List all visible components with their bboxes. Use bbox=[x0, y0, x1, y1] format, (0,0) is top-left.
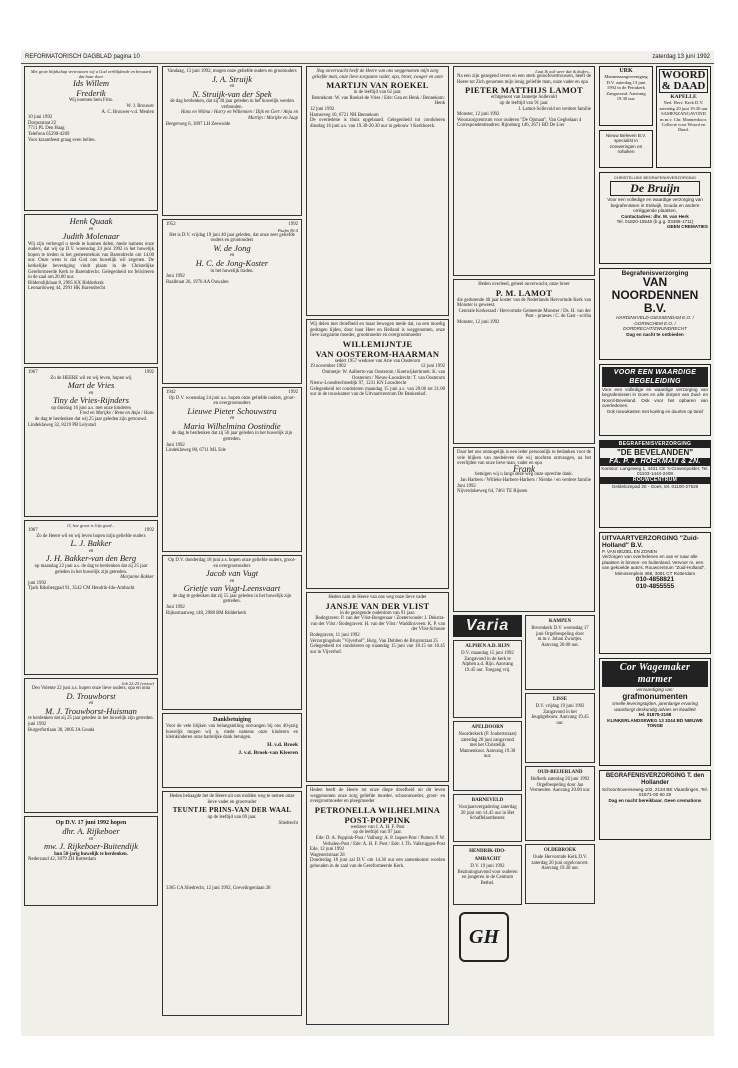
family-names: Ede: D. A. Poppink-Post / Valburg: A. P. Jaquet-Post / Putten: P. W. Verhalen-Post / Ede: A. H. F. Post / Ede: J. Th. Valkruggen-Post bbox=[315, 835, 445, 847]
deceased-name: P. M. LAMOT bbox=[495, 287, 553, 298]
deceased-age: in de gezegende ouderdom van 91 jaar. bbox=[340, 610, 415, 616]
ad-phone: Tel. 01820-15549 (b.g.g. 03486-1711) bbox=[616, 219, 694, 225]
ad-phone: tel. 01875-2198 bbox=[638, 712, 672, 718]
event-notice-6 bbox=[525, 693, 595, 763]
and-word: en bbox=[229, 253, 235, 259]
golden-anniversary-notice bbox=[24, 816, 158, 906]
notice-text: Vandaag, 13 juni 1992, mogen onze geliefde ouders en grootouders bbox=[167, 69, 297, 74]
event-place: HENDRIK-IDO-AMBACHT bbox=[469, 849, 506, 862]
notice-text: Zo de Heere wil en wij leven hopen mijn geliefde ouders bbox=[36, 533, 146, 539]
event-place: BARNEVELD bbox=[471, 798, 504, 803]
wagemaker-marmer-ad bbox=[599, 658, 711, 766]
year-start: 1967 bbox=[28, 528, 38, 534]
notice-text: Op D.V. 17 juni 1992 hopen bbox=[55, 820, 127, 826]
notice-date: Juni 1992 bbox=[457, 483, 476, 489]
husband-name: Jacob van Vugt bbox=[205, 568, 259, 579]
deceased-subtitle: sedert 1957 weduwe van Arie van Oosterom bbox=[334, 358, 421, 364]
wife-name: N. Struijk-van der Spek bbox=[192, 88, 272, 99]
and-word: en bbox=[88, 836, 94, 842]
notice-phone: Telefoon 05290-4209 bbox=[28, 131, 70, 137]
child-name: Ids Willem bbox=[72, 78, 110, 89]
deceased-subtitle: weduwe van J. A. H. F. Post bbox=[350, 824, 405, 830]
notice-address: Verzorgingshuis "Vijverhof", Burg. Van Dobben de Bruynstraat 25 bbox=[310, 638, 438, 644]
notice-text: Heden heeft de Heere tot onze diepe droefheid uit dit leven weggenomen onze zorg geliefde moeder, schoonmoeder, groot- en overgrootmoeder en pleegmoeder bbox=[310, 788, 445, 805]
notice-text: Wij delen met droefheid en maar bewogen mede dat, na een moedig gedragen lijden, door haar Heer en Heiland is weggenomen, onze lieve zorgzame moeder, grootmoeder en overgrootmoeder bbox=[310, 322, 445, 339]
deceased-age: in de leeftijd van 62 jaar. bbox=[353, 90, 402, 96]
notice-address: Baalbraat 26, 1976 AA Ouwalen bbox=[166, 279, 229, 285]
notice-intro: Met grote blijdschap vertrouwen wij u God verblijdende en bewaard dat haar door bbox=[30, 69, 152, 80]
deceased-name: TEUNTJE PRINS-VAN DER WAAL bbox=[172, 806, 292, 815]
ad-title: BEGRAFENISVERZORGING T. den Hollander bbox=[605, 773, 705, 786]
and-word: en bbox=[229, 84, 235, 90]
ad-text-2: smelle leveringstijden, jarenlange ervaring waarborgt deskundig advies en kwaliteit bbox=[612, 701, 698, 712]
deceased-name: PETRONELLA WILHELMINA bbox=[314, 804, 441, 815]
family-names: Bennekom: W. van Roekel-de Vries / Ede: Gea en Henk / Bennekom: Henk bbox=[311, 95, 445, 107]
column-2 bbox=[162, 66, 302, 1019]
death-notice-3 bbox=[306, 592, 449, 782]
child-name-2: Frederik bbox=[76, 87, 106, 98]
ad-phone: 010-4858821 bbox=[635, 576, 675, 584]
marriage-notice bbox=[24, 214, 158, 364]
notice-text-2: Gelegenheid tot condoleren op maandag 15 juni van 18.15 tot 10.45 uur in Vijverhof. bbox=[310, 644, 445, 655]
notice-date: juni 1992 bbox=[28, 721, 47, 727]
deceased-name: WILLEMIJNTJE bbox=[342, 338, 413, 349]
notice-text: Op D.V. woensdag 24 juni a.s. hopen onze geliefde ouders, groot- en overgrootouders bbox=[168, 395, 296, 407]
anniversary-notice-2 bbox=[24, 520, 158, 675]
ad-address: KLINKERLANDSEWEG 13 3244 BD NIEUWE TONGE bbox=[607, 717, 703, 729]
birth-notice bbox=[24, 66, 158, 211]
deceased-name: MARTIJN VAN ROEKEL bbox=[326, 80, 429, 91]
ad-text: Dag en nacht bereikbaar. Geen cremations bbox=[608, 797, 702, 803]
notice-date: Bodegraven, 11 juni 1992 bbox=[310, 632, 360, 638]
event-place: KAMPEN bbox=[548, 619, 572, 624]
ad-title: De Bruijn bbox=[610, 181, 700, 196]
anniversary-notice bbox=[24, 367, 158, 517]
ad-place: KAPELLE bbox=[670, 94, 697, 100]
deceased-subtitle: echtgenoot van Jannetje Sollevold bbox=[491, 95, 557, 101]
page-header bbox=[21, 51, 714, 64]
ad-footer: Ook nieuwkasten met koeling en duurtes op tarief bbox=[606, 408, 704, 414]
column-5 bbox=[599, 66, 711, 844]
notice-address: 3365 CA Sliedrecht, 12 juni 1992, Grevelingenlaan 28 bbox=[166, 886, 271, 892]
ad-title: Cor Wagemaker marmer bbox=[602, 661, 708, 687]
ad-text: Voor een volledige en waardige verzorging van begrafenissen in Goes en alle dorpen van Zuid- en Noord-Beveland. Ook voor het opbaren van overledenen. bbox=[602, 387, 708, 409]
and-word: en bbox=[229, 416, 235, 422]
wife-name: Grietje van Vugt-Leensvaart bbox=[183, 583, 281, 594]
notice-address-2: 7711 PL Den Haag bbox=[28, 126, 65, 132]
top-ads-left bbox=[599, 66, 653, 172]
event-text: Bovenkerk D.V. woensdag 17 juni Orgelbespeling door m.m.v. Johan Zwartjes. Aanvang 20.00 uur. bbox=[531, 626, 589, 648]
notice-address: Tjark Riksbergpad 91, 3542 CM Hendrik-Ido-Ambacht bbox=[28, 586, 135, 592]
notice-text-2: betuigen wij u langs deze weg onze oprechte dank. bbox=[475, 472, 573, 478]
event-place: OLDEBROEK bbox=[543, 848, 577, 853]
groom-name: Henk Quaak bbox=[69, 216, 113, 226]
ad-address: Mimosenplein 468, 3081 CT Rotterdam bbox=[614, 570, 696, 576]
year-end: 1992 bbox=[144, 528, 154, 534]
varia-left bbox=[453, 615, 522, 908]
event-place: OUD-BEIJERLAND bbox=[537, 770, 583, 775]
and-word: en bbox=[88, 701, 94, 707]
notice-date: 10 juni 1992 bbox=[28, 115, 53, 121]
notice-text: Voor de vele blijken van belangstelling ontvangen bij ons 40-jarig huwelijk mogen wij u, mede namens onze kinderen en kleinkinderen onze hartelijke dank betuigen. bbox=[166, 724, 298, 741]
ad-subheader: ROUWCENTRUM bbox=[600, 477, 710, 484]
thanks-notice bbox=[162, 713, 302, 788]
de-bruijn-ad bbox=[599, 172, 711, 264]
notice-text-2: te herdenken dat zij 25 jaar geleden in het huwelijk zijn getreden. bbox=[28, 716, 154, 722]
event-notice-7 bbox=[525, 766, 595, 841]
event-place: APELDOORN bbox=[471, 725, 504, 730]
notice-address: Wageneristraat 28 bbox=[310, 852, 345, 858]
notice-text: Wij noemen hem Frits. bbox=[68, 98, 114, 104]
event-notice bbox=[453, 640, 522, 718]
notice-text: Heden nam de Heere van ons weg onze lieve vader bbox=[328, 595, 427, 600]
ad-phone-2: 010-4855555 bbox=[635, 583, 675, 591]
death-notice-2 bbox=[306, 319, 449, 589]
ad-footer: Dag en nacht te ontbieden bbox=[626, 331, 684, 337]
husband-name: Lieuwe Pieter Schouwstra bbox=[187, 405, 277, 416]
signature-2: J. v.d. Broek-van Kleeren bbox=[238, 749, 298, 756]
notice-text-2: op maandag 22 juni a.s. de dag te herdenken dat zij 25 jaar geleden in het huwelijk zijn getreden. bbox=[34, 563, 148, 575]
family-names: Ommetje: W. Aalberts-van Oosterom / Koetwijkerbroek: K. van Oosterom / Nieuw-Loosdrecht: T. van Oosterom bbox=[322, 369, 445, 381]
ad-text: Voor een volledige en waardige verzorging van begrafenissen in Stolwijk, Gouda en andere omliggende plaatsen. bbox=[607, 197, 703, 214]
notice-text: Na een zijn gezegend leven en een sterk geloofsvertrouwen, heeft de Heere tot Zich genomen mijn innig geliefde man, onze vader en opa bbox=[457, 74, 591, 85]
year-start: 1952 bbox=[166, 222, 176, 227]
death-notice-4 bbox=[306, 785, 449, 1025]
anniversary-notice-4 bbox=[162, 555, 302, 710]
varia-right bbox=[525, 615, 595, 908]
family-names: Centrale Kerkeraad / Hervormde Gemeente Monster / Ds. H. van der Post - praeses / C. de Gast - scriba bbox=[458, 308, 591, 320]
notice-text-2: de dag te gedenken dat zij 55 jaar geleden in het huwelijk zijn getreden. bbox=[172, 593, 292, 605]
ad-firm: FA. P. J. HOEKMAN & ZN. bbox=[600, 458, 710, 465]
event-text: D.V. 19 juni 1992 Bezinningsavond voor ouderen en jongeren in de Centrum Bethel. bbox=[457, 864, 518, 886]
year-start: 1942 bbox=[166, 390, 176, 395]
year-end: 1992 bbox=[288, 390, 298, 395]
notice-address: Bildersdijklaan 8, 2985 KX Ridderkerk bbox=[28, 280, 104, 286]
ad-text: vervaardiging van: bbox=[636, 687, 674, 692]
notice-text: Heden overleed, geheel onverwacht, onze broer bbox=[478, 282, 570, 287]
zuid-holland-ad bbox=[599, 532, 711, 654]
ad-text: Mannenzangvereniging D.V. zaterdag 13 juni 1992 in de Petrakerk Zangavond. Aanvang 19.30 uur. bbox=[604, 74, 648, 102]
notice-date: Ede, 12 juni 1992 bbox=[310, 847, 345, 853]
event-text: D.V. vrijdag 19 juni 1992 Zangavond in het Jeugdgebouw. Aanvang 19.45 uur. bbox=[531, 704, 589, 726]
ad-text: Verzorgen van overledenen en van er naar alle plaatsen in binnen- en buitenland. Vervoer m. een van gekoelde auto's. Rouwcentrum "Zuid-Holland". bbox=[602, 554, 706, 571]
deceased-age: op de leeftijd van 91 jaar. bbox=[499, 100, 549, 106]
death-date: 12 juni 1992 bbox=[420, 364, 445, 370]
notice-address: Lindeklaweg 32, 8219 PB Lelystad bbox=[28, 422, 96, 428]
column-1 bbox=[24, 66, 158, 909]
husband-name: dhr. A. Rijkeboer bbox=[62, 826, 120, 836]
birth-date: 19 november 1902 bbox=[310, 364, 346, 370]
notice-address: Nederzand 42, 3079 ZH Rotterdam bbox=[28, 857, 96, 863]
anniversary-notice-2 bbox=[162, 219, 302, 384]
husband-name: L. J. Bakker bbox=[70, 538, 112, 549]
wife-name: M. J. Trouwborst-Huisman bbox=[45, 705, 137, 716]
notice-footer: Voor kraamfeest graag even bellen. bbox=[28, 137, 96, 143]
column-4 bbox=[453, 66, 595, 962]
notice-text-2: de dag herdenken, dat zij 30 jaar geleden in het huwelijk werden verbonden. bbox=[170, 99, 294, 110]
notice-address: Lindeklaweg 80, 6711 ML Ede bbox=[166, 448, 226, 454]
event-text: D.V. maandag 15 juni 1992 Zangavond in de kerk te Alphen a.d. Rijn. Aanvang 19.45 uur. Toegang vrij. bbox=[461, 651, 514, 673]
event-notice-4 bbox=[453, 845, 522, 905]
column-3 bbox=[306, 66, 449, 1028]
notice-text-2: De overledene is thuis opgebaard. Gelegenheid tot condoleren dinsdag 16 juni a.s. van 19.30-20.30 uur in gebouw 't Kerkhoeck. bbox=[310, 118, 445, 129]
notice-text: Nog onverwacht heeft de Heere van ons weggenomen mijn zorg geliefde man, onze lieve zorgzame vader, opa, broer, zwager en oom bbox=[312, 69, 443, 80]
notice-date: Juni 1992 bbox=[166, 274, 185, 280]
den-hollander-ad bbox=[599, 770, 711, 840]
wife-name: mw. J. Rijkeboer-Buitendijk bbox=[43, 841, 139, 852]
notice-title: Dankbetuiging bbox=[212, 717, 251, 723]
notice-date: 12 juni 1992 bbox=[310, 106, 335, 112]
wife-name: Maria Wilhelmina Oostindie bbox=[183, 420, 281, 431]
ad-title: URK bbox=[619, 68, 633, 74]
notice-address: Woonzorgcentrum voor ouderen "De Opmaat", Van Geghelaan 4 bbox=[457, 117, 582, 123]
husband-name: Mart de Vries bbox=[67, 380, 115, 391]
event-text: Hofkerk zaterdag 20 juni 1992 Orgelbespeling door Jan Vermeulen. Aanvang 20.00 uur. bbox=[529, 777, 591, 794]
signature: H. v.d. Broek bbox=[267, 741, 298, 748]
van-noordennen-ad bbox=[599, 268, 711, 360]
event-text: Voorjaarsvergadering zaterdag 20 juni om 14.45 uur in Het Schaffelaartheater. bbox=[458, 805, 517, 822]
year-start: 1967 bbox=[28, 370, 38, 375]
ad-text: Ned. Herv. Kerk D.V. zaterdag 20 juni 19.30 uur SAMENZANGAVOND m.m.v. Chr. Mannenkoor. Collecte voor Woord en Daad. bbox=[659, 100, 708, 133]
event-place: ALPHEN A.D. RIJN bbox=[465, 644, 510, 649]
de-bevelanden-ad bbox=[599, 440, 711, 528]
event-notice-2 bbox=[453, 721, 522, 791]
ad-footer: Geldelozepad 20 - Goes, tel. 01100-27526 bbox=[611, 484, 699, 490]
notice-text-3: de dag te herdenken dat wij 25 jaar geleden zijn getrouwd. bbox=[34, 416, 148, 422]
woord-en-daad-ad bbox=[656, 66, 711, 168]
ad-title: VOOR EEN WAARDIGE BEGELEIDING bbox=[602, 367, 708, 387]
notice-date: Monster, 12 juni 1992 bbox=[457, 319, 500, 325]
death-notice-2 bbox=[453, 279, 595, 444]
top-ads bbox=[599, 66, 711, 172]
varia-title: Varia bbox=[453, 615, 522, 637]
parent-name-2: A. C. Brouwer-v.d. Meulen bbox=[101, 109, 154, 115]
varia-section bbox=[453, 615, 595, 908]
ad-text: Nieuw Beleven B.V. specialist in zonweringen en rolluiken bbox=[605, 133, 647, 155]
ad-text: HARDINXVELD-GIESSENDAM E.O. / GORINCHEM E.O. / DORDRECHT/ZWIJNDRECHT bbox=[616, 315, 694, 332]
family-place: Sliedrecht bbox=[278, 820, 298, 826]
notice-text-2: Correspondentieadres: Rijnsburg 146, 2671 BD De Lier bbox=[457, 123, 565, 129]
notice-text: Het is D.V. vrijdag 19 juni 40 jaar geleden, dat onze zeer geliefde ouders en grootouders bbox=[169, 232, 295, 244]
and-word: en bbox=[88, 226, 94, 232]
notice-text: Heden behaagde het de Heere uit ons midden weg te nemen onze lieve vader en grootvader bbox=[169, 794, 295, 805]
notice-text-2: Gelegenheid tot condoleren maandag 15 juni a.s. van 20.00 tot 21.00 uur in de rouwkamer van de Uitvaartcentrum De Beukenhof. bbox=[310, 386, 445, 398]
event-text: Noorderkerk (P. Joubertstraat) zaterdag 20 juni zangavond met het Christelijk Mannenkoor. Aanvang 19.30 uur. bbox=[458, 732, 517, 760]
event-notice-3 bbox=[453, 794, 522, 842]
waardige-begeleiding-ad bbox=[599, 364, 711, 436]
bible-quote: Laat Ik ook weer dat ik doden... bbox=[535, 69, 591, 74]
deceased-name-2: VAN OOSTEROM-HAARMAN bbox=[315, 348, 440, 359]
gh-logo: GH bbox=[459, 912, 509, 962]
notice-text-2: de dag te herdenken dat zij 50 jaar geleden in het huwelijk zijn getreden. bbox=[171, 431, 293, 442]
ad-top: BEGRAFENISVERZORGING bbox=[600, 441, 710, 448]
anniversary-notice bbox=[162, 66, 302, 216]
wife-name: J. H. Bakker-van den Berg bbox=[45, 553, 137, 564]
ad-product: grafmonumenten bbox=[622, 692, 688, 702]
deceased-text: die gedurende 40 jaar koster van de Nederlands Hervormde Kerk van Monster is geweest. bbox=[457, 297, 591, 309]
notice-text-2: Donderdag 18 juni zal D.V. om 14.30 uur een samenkomst worden gehouden in de zaal van de Gereformeerde Kerk. bbox=[310, 858, 445, 869]
husband-name: J. A. Struijk bbox=[212, 73, 252, 84]
notice-date: Monster, 12 juni 1992 bbox=[457, 112, 500, 118]
wife-name: H. C. de Jong-Koster bbox=[195, 258, 269, 269]
husband-name: D. Trouwborst bbox=[66, 690, 116, 701]
notice-text: Deo Volente 22 juni a.s. hopen onze lieve ouders, opa en oma bbox=[31, 686, 151, 692]
event-notice-8 bbox=[525, 844, 595, 904]
notice-address: Nijverdalseweg 64, 7461 TE Rijssen bbox=[457, 489, 528, 495]
bible-quote: O, hoe groot is Gijs goed... bbox=[67, 523, 115, 528]
notice-address: Rijksstraatweg 148, 2988 BM Ridderkerk bbox=[166, 610, 247, 616]
notice-date: Juni 1992 bbox=[166, 604, 185, 610]
family-names: J. Lamot-Sollevold en verdere familie bbox=[518, 106, 591, 112]
top-ads-right bbox=[656, 66, 711, 172]
event-notice-5 bbox=[525, 615, 595, 690]
year-end: 1992 bbox=[144, 370, 154, 375]
year-end: 1992 bbox=[288, 222, 298, 227]
child-name: Marjanne Bakker bbox=[120, 575, 154, 581]
notice-address: Burgerfortlaan 38, 2805 JA Gouda bbox=[28, 727, 95, 733]
deceased-age: op de leeftijd van 97 jaar. bbox=[353, 830, 402, 836]
ad-footer: GEEN CREMATIES bbox=[666, 224, 708, 230]
deceased-name: PIETER MATTHIJS LAMOT bbox=[464, 85, 584, 96]
event-place: LISSE bbox=[552, 697, 568, 702]
notice-text: Wij zijn verheugd u mede te kunnen delen, mede namens onze ouders, dat wij op D.V. woensdag 24 juni 1992 in het huwelijk hopen te treden in het gemeentehuis van Barendrecht om 14.00 uur. Onze wens is dat God ons huwelijk wil zegenen. De kerkelijke bevestiging vindt plaats in de Christelijke Gereformeerde Kerk te Barendrecht. Gelegenheid tot feliciteren in de zaal om 20.00 uur. bbox=[28, 241, 154, 281]
deceased-name: Frank bbox=[513, 463, 535, 474]
notice-text-2: op dinsdag 16 juni a.s. met onze kinderen bbox=[51, 405, 131, 411]
notice-text: Daar het ons onmogelijk is een ieder persoonlijk te bedanken voor de vele blijken van medeleven die wij mochten ontvangen, na het overlijden van onze lieve man, vader en opa bbox=[457, 450, 591, 467]
children-names: Hans en Wilma / Harry en Willemien / Dijk en Gert / Anja en Martijn / Marijke en Jaap bbox=[180, 110, 298, 121]
children-names: Fred en Marijke / Rene en Anja / Hans bbox=[79, 411, 154, 417]
zonwering-ad bbox=[599, 130, 653, 168]
ad-title: "DE BEVELANDEN" bbox=[616, 448, 694, 458]
ad-subtitle: P. VAN BEZIEL EN ZONEN bbox=[602, 549, 657, 554]
ad-top: CHRISTELIJKE BEGRAFENISVERZORGING bbox=[613, 175, 696, 180]
anniversary-notice-3 bbox=[24, 678, 158, 813]
bible-quote: Job 22:25 (vrouw) bbox=[121, 681, 154, 686]
notice-address: Dorpsstraat 22 bbox=[28, 120, 57, 126]
ad-title: UITVAARTVERZORGING "Zuid-Holland" B.V. bbox=[602, 535, 699, 549]
page-date: zaterdag 13 juni 1992 bbox=[652, 54, 710, 60]
death-notice bbox=[162, 791, 302, 1016]
and-word: en bbox=[229, 578, 235, 584]
notice-text-2: hun 50-jarig huwelijk te herdenken. bbox=[54, 851, 128, 857]
death-notice bbox=[306, 66, 449, 316]
ad-address: Schoonhovenseweg 102, 2134 BE Vlaardingen, Tel. 01871-00 60 28 bbox=[602, 787, 708, 798]
notice-date: Juni 1992 bbox=[166, 442, 185, 448]
deceased-name-2: POST-POPPINK bbox=[344, 814, 411, 825]
ad-title: VAN NOORDENNEN B.V. bbox=[611, 275, 699, 316]
notice-address: Bergerweg 6, 3897 LH Zeewolde bbox=[166, 121, 231, 127]
bride-name: Judith Molenaar bbox=[62, 231, 120, 242]
paper-name: REFORMATORISCH DAGBLAD pagina 10 bbox=[25, 54, 140, 60]
ad-text: Kantoor: Langeweg 1, 4431 CE 's-Gravenpolder, Tel. 01103-1444-2408 bbox=[601, 465, 709, 477]
event-text: Oude Hervormde Kerk D.V. zaterdag 20 juni orgelconcert. Aanvang 19.30 uur. bbox=[531, 855, 589, 872]
urk-ad bbox=[599, 66, 653, 126]
notice-address: Harnseveg 10, 6721 NH Bennekom bbox=[310, 112, 379, 118]
death-notice bbox=[453, 66, 595, 276]
ad-title: WOORD & DAAD bbox=[659, 69, 708, 93]
notice-text: Op D.V. donderdag 18 juni a.s. hopen onze geliefde ouders, groot- en overgrootouders bbox=[168, 558, 296, 569]
family-names: Bodegraven: P. van der Vlist-Bongenaar / Zoeterwoude: J. Dekstra-van der Vlist / Bodegraven: H. van der Vlist / Waddinxveen: K. P. van der Vlist-Schoute bbox=[310, 616, 445, 633]
notice-text: Zo de HEERE wil en wij leven, hopen wij bbox=[50, 375, 132, 381]
parent-name: W. J. Brouwer bbox=[126, 104, 154, 109]
deceased-name: JANSJE VAN DER VLIST bbox=[325, 600, 430, 611]
wife-name: Tiny de Vries-Rijnders bbox=[53, 395, 129, 406]
ad-contact: Contactadres: dhr. M. van Herk bbox=[621, 213, 689, 219]
thanks-notice bbox=[453, 447, 595, 612]
notice-address-2: Leonardoweg 44, 2991 HK Barendrecht bbox=[28, 286, 106, 292]
deceased-age: op de leeftijd van 69 jaar. bbox=[207, 815, 257, 821]
newspaper-page bbox=[21, 51, 714, 1036]
husband-name: W. de Jong bbox=[213, 242, 251, 253]
and-word: en bbox=[88, 548, 94, 554]
notice-address: Nieuw-Loosdrechtsedijk 97, 1231 KN Loosdrecht bbox=[310, 381, 407, 387]
anniversary-notice-3 bbox=[162, 387, 302, 552]
and-word: en bbox=[88, 390, 94, 396]
bible-quote: Psalm 90:4 bbox=[277, 227, 298, 233]
notice-text-2: in het huwelijk traden. bbox=[210, 268, 254, 274]
notice-date: juni 1992 bbox=[28, 580, 47, 586]
family-names: Jan Harbers / Willeke Harbers-Harbers / Nienke / en verdere familie bbox=[460, 477, 591, 483]
ad-top: Begrafenisverzorging bbox=[621, 270, 689, 277]
